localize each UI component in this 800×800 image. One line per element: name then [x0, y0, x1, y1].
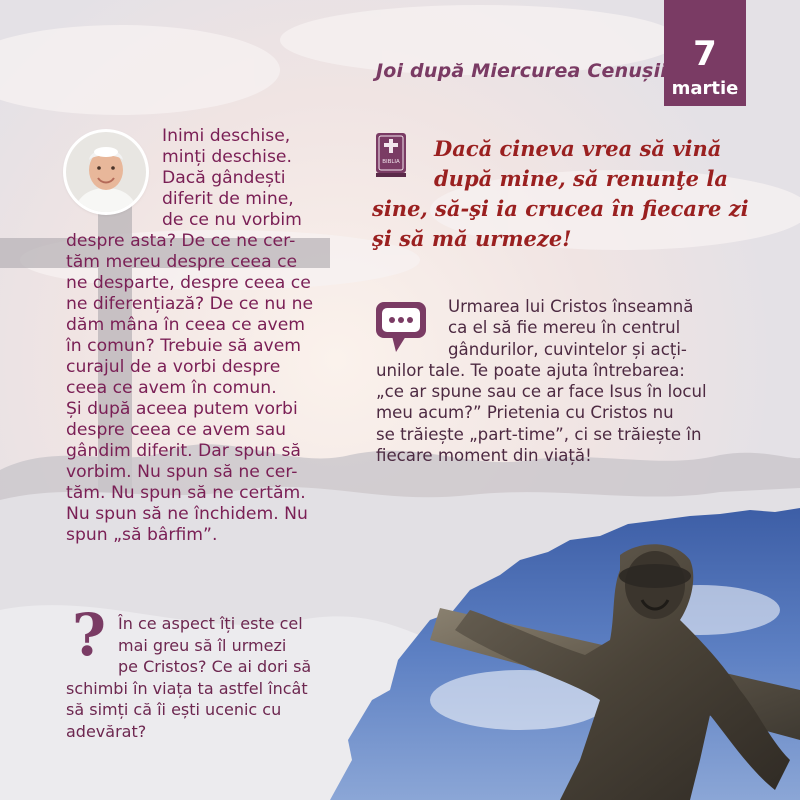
quote-line: Inimi deschise,	[162, 126, 291, 146]
scripture-line: Dacă cineva vrea să vină	[434, 136, 722, 161]
quote-line: Dacă gândești	[162, 168, 286, 188]
quote-line: dăm mâna în ceea ce avem	[66, 315, 306, 335]
reflection-line: „ce ar spune sau ce ar face Isus în locul	[376, 382, 707, 402]
quote-line: tăm. Nu spun să ne certăm.	[66, 483, 306, 503]
reflection-line: unilor tale. Te poate ajuta întrebarea:	[376, 360, 685, 380]
quote-line: despre asta? De ce ne cer-	[66, 231, 296, 251]
question-mark-icon: ?	[72, 601, 106, 669]
reflection-line: Urmarea lui Cristos înseamnă	[448, 297, 694, 316]
quote-line: ne desparte, despre ceea ce	[66, 273, 311, 293]
quote-line: ceea ce avem în comun.	[66, 378, 277, 398]
question-line: pe Cristos? Ce ai dori să	[118, 657, 312, 676]
question-line: În ce aspect îți este cel	[118, 614, 303, 633]
quote-line: Nu spun să ne închidem. Nu	[66, 504, 308, 524]
quote-line: tăm mereu despre ceea ce	[66, 252, 298, 272]
question-text	[66, 613, 366, 742]
scripture-line: după mine, să renunţe la	[434, 166, 728, 191]
question-line: schimbi în viața ta astfel încât	[66, 678, 308, 698]
reflection-line: fiecare moment din viață!	[376, 446, 592, 466]
bible-icon-label: BIBLIA	[382, 159, 400, 165]
day-title: Joi după Miercurea Cenușii	[376, 60, 667, 82]
quote-line: gândim diferit. Dar spun să	[66, 441, 301, 461]
quote-line: de ce nu vorbim	[162, 210, 302, 230]
quote-line: diferit de mine,	[162, 189, 294, 209]
question-line: să simți că îi ești ucenic cu	[66, 700, 282, 719]
quote-line: ne diferențiază? De ce nu ne	[66, 294, 314, 314]
quote-line: minți deschise.	[162, 147, 292, 167]
date-tab	[664, 0, 746, 106]
quote-line: vorbim. Nu spun să ne cer-	[66, 462, 298, 482]
scripture-line: sine, să-şi ia crucea în fiecare zi	[372, 196, 749, 221]
quote-line: despre ceea ce avem sau	[66, 420, 287, 440]
scripture-line: şi să mă urmeze!	[372, 226, 572, 251]
date-month: martie	[671, 78, 739, 99]
quote-line: spun „să bârfim”.	[66, 525, 218, 545]
bible-icon	[374, 131, 408, 179]
reflection-line: se trăiește „part-time”, ci se trăiește în	[376, 424, 702, 444]
quote-line: curajul de a vorbi despre	[66, 357, 281, 377]
question-line: mai greu să îl urmezi	[118, 635, 287, 655]
question-line: adevărat?	[66, 721, 147, 741]
reflection-line: gândurilor, cuvintelor și acți-	[448, 339, 687, 359]
pope-quote	[66, 126, 338, 546]
quote-line: în comun? Trebuie să avem	[66, 336, 302, 356]
quote-line: Și după aceea putem vorbi	[66, 399, 298, 419]
reflection-text	[376, 296, 756, 466]
reflection-line: ca el să fie mereu în centrul	[448, 318, 681, 338]
reflection-line: meu acum?” Prietenia cu Cristos nu	[376, 403, 674, 423]
date-day: 7	[693, 34, 717, 74]
